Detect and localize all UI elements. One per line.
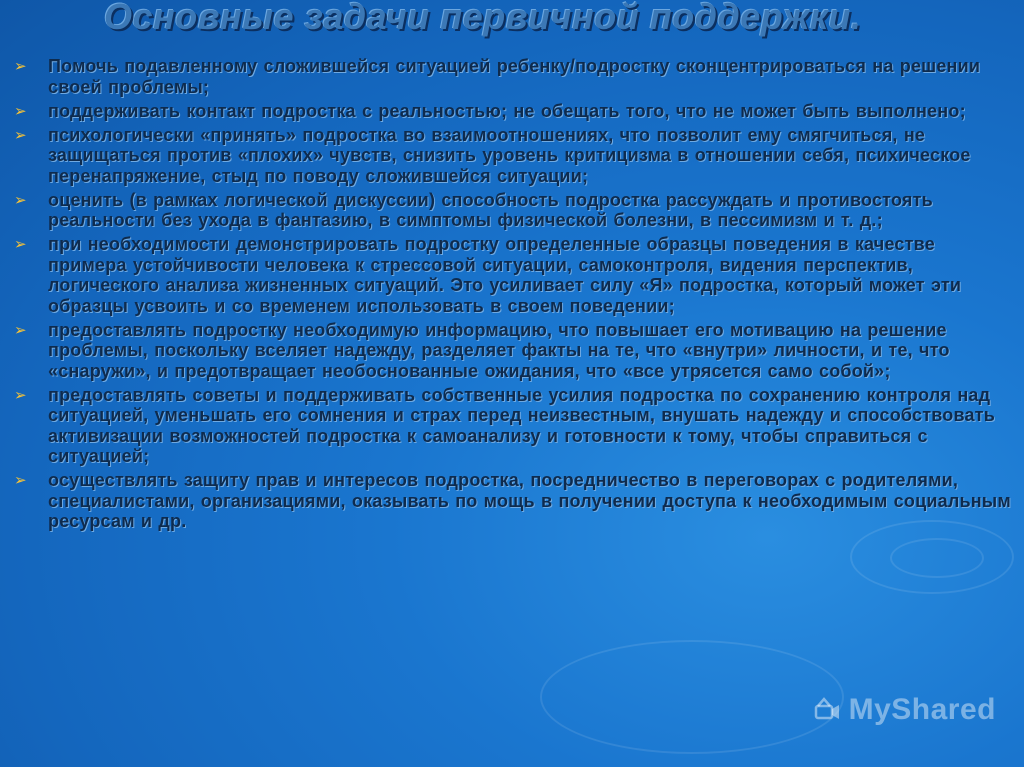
bullet-item bbox=[12, 190, 1012, 231]
bullet-list bbox=[12, 56, 1012, 535]
bullet-item bbox=[12, 385, 1012, 467]
myshared-logo-icon bbox=[813, 695, 843, 725]
arrow-bullet-icon: ➢ bbox=[14, 58, 27, 75]
arrow-bullet-icon: ➢ bbox=[14, 386, 27, 404]
myshared-watermark bbox=[813, 693, 996, 727]
arrow-bullet-icon: ➢ bbox=[14, 126, 27, 144]
bullet-item bbox=[12, 320, 1012, 382]
arrow-bullet-icon: ➢ bbox=[14, 102, 27, 120]
arrow-bullet-icon: ➢ bbox=[14, 321, 27, 339]
bullet-item bbox=[12, 125, 1012, 187]
arrow-bullet-icon: ➢ bbox=[14, 236, 27, 253]
bullet-text: оценить (в рамках логической дискуссии) способность подростка рассуждать и противостоять реальности без ухода в фантазию, в симптомы физической болезни, в пессимизм и т. д.; bbox=[48, 189, 933, 230]
watermark-text: MyShared bbox=[848, 693, 996, 726]
bullet-text: поддерживать контакт подростка с реальностью; не обещать того, что не может быть выполнено; bbox=[48, 100, 966, 121]
bullet-text: Помочь подавленному сложившейся ситуацией ребенку/подростку сконцентрироваться на решении своей проблемы; bbox=[48, 56, 981, 97]
bullet-text: при необходимости демонстрировать подростку определенные образцы поведения в качестве примера устойчивости человека к стрессовой ситуации, самоконтроля, видения перспектив, логического анализа жизненных ситуаций. Это усиливает силу «Я» подростка, который может эти образцы усвоить и со временем использовать в своем поведении; bbox=[48, 234, 962, 316]
bullet-text: предоставлять советы и поддерживать собственные усилия подростка по сохранению контроля над ситуацией, уменьшать его сомнения и страх перед неизвестным, внушать надежду и способствовать активизации возможностей подростка к самоанализу и готовности к тому, чтобы справиться с ситуацией; bbox=[48, 384, 995, 466]
slide-title: Основные задачи первичной поддержки. bbox=[104, 0, 862, 37]
bullet-text: психологически «принять» подростка во взаимоотношениях, что позволит ему смягчиться, не защищаться против «плохих» чувств, снизить уровень критицизма в отношении себя, психическое перенапряжение, стыд по поводу сложившейся ситуации; bbox=[48, 124, 971, 186]
bullet-item bbox=[12, 234, 1012, 316]
arrow-bullet-icon: ➢ bbox=[14, 472, 27, 489]
bullet-item bbox=[12, 101, 1012, 122]
arrow-bullet-icon: ➢ bbox=[14, 191, 27, 209]
bullet-item bbox=[12, 56, 1012, 97]
bullet-text: предоставлять подростку необходимую информацию, что повышает его мотивацию на решение проблемы, поскольку вселяет надежду, разделяет факты на те, что «внутри» личности, и те, что «снаружи», и предотвращает необоснованные ожидания, что «все утрясется само собой»; bbox=[48, 319, 950, 381]
bullet-text: осуществлять защиту прав и интересов подростка, посредничество в переговорах с родителями, специалистами, организациями, оказывать по мощь в получении доступа к необходимым социальным ресурсам и др. bbox=[48, 470, 1011, 531]
bullet-item bbox=[12, 470, 1012, 532]
